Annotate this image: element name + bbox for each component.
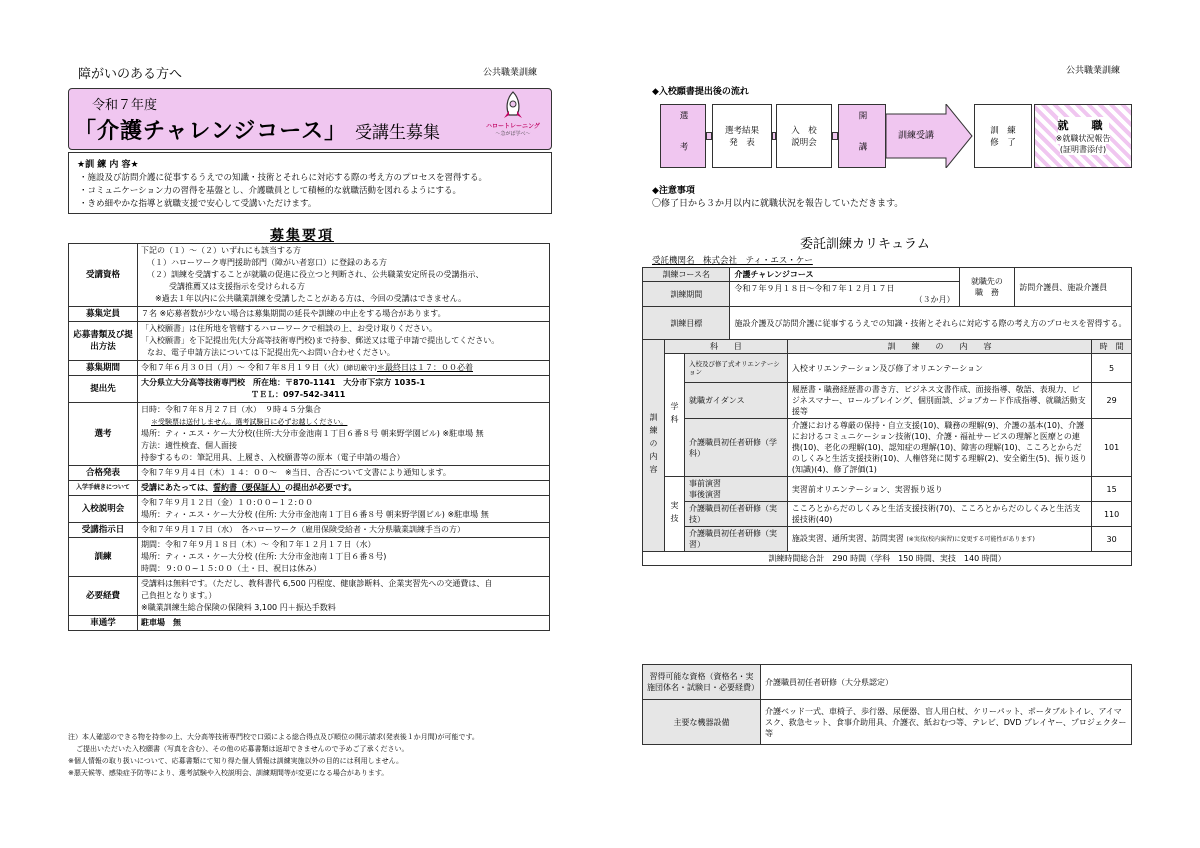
text-line: 受講推薦又は支援指示を受けられる方 bbox=[169, 282, 305, 291]
content: 介護における尊厳の保持・自立支援(10)、職務の理解(9)、介護の基本(10)、介護におけるコミュニケーション技術(10)、介護・福祉サービスの理解と医療との連携(10)、老化の理解(10)、認知症の理解(10)、障害の理解(10)、こころとからだのしくみと生活支援技術(10)、人権啓発に関する理解(2)、安全衛生(5)、振り返り(知識)(4)、修了評価(1) bbox=[787, 419, 1091, 477]
text-line: 受講にあたっては、 bbox=[141, 483, 213, 492]
flow-step-orientation: 入 校 説明会 bbox=[776, 104, 832, 168]
subject: 介護職員初任者研修（学科） bbox=[684, 419, 787, 477]
row-value bbox=[138, 577, 550, 616]
row-value bbox=[138, 538, 550, 577]
table-row bbox=[643, 307, 1132, 340]
row-label: 提出先 bbox=[69, 376, 138, 403]
text-line: ※過去１年以内に公共職業訓練を受講したことがある方は、今回の受講はできません。 bbox=[155, 294, 467, 303]
text-line: (締切厳守) bbox=[343, 364, 378, 372]
text-line: 令和７年９月１８日～令和７年１２月１７日 bbox=[734, 284, 895, 293]
row-label: 受講資格 bbox=[69, 244, 138, 307]
row-value bbox=[138, 403, 550, 466]
content bbox=[787, 527, 1091, 552]
row-value bbox=[138, 361, 550, 376]
logo-subtext: ～急がば学べ～ bbox=[495, 131, 531, 137]
subject: 介護職員初任者研修（実技） bbox=[684, 502, 787, 527]
text-line: 場所：ティ・エス・ケー大分校(住所:大分市金池南１丁目６番８号 朝来野学園ビル) ※駐車場 無 bbox=[141, 429, 484, 438]
text-line: 大分県立大分高等技術専門校 所在地：〒870-1141 大分市下宗方 1035-1 bbox=[141, 378, 426, 387]
flow-step-training-label: 訓練受講 bbox=[898, 131, 935, 141]
employment-report: ※就職状況報告 bbox=[1055, 134, 1111, 143]
qual-label: 習得可能な資格（資格名・実施団体名・試験日・必要経費） bbox=[643, 665, 761, 700]
period-label: 訓練期間 bbox=[643, 282, 730, 307]
text-line: の提出が必要です。 bbox=[285, 483, 357, 492]
curriculum-table bbox=[642, 267, 1132, 566]
table-row bbox=[643, 268, 1132, 282]
table-row bbox=[643, 665, 1132, 700]
course-name: 介護チャレンジコース bbox=[730, 268, 959, 282]
table-row bbox=[69, 244, 550, 307]
qualification-table bbox=[642, 664, 1132, 745]
text-line: 施設実習、通所実習、訪問実習 bbox=[791, 534, 904, 543]
content-line: ・きめ細やかな指導と就職支援で安心して受講いただけます。 bbox=[79, 199, 317, 209]
footnotes bbox=[68, 731, 550, 779]
title-year: 令和７年度 bbox=[92, 98, 158, 113]
row-value bbox=[138, 496, 550, 523]
goal-value: 施設介護及び訪問介護に従事するうえでの知識・技術とそれらに対応する際の考え方のプロセスを習得する。 bbox=[730, 307, 1132, 340]
practical-label: 実技 bbox=[664, 477, 684, 552]
hours: 101 bbox=[1092, 419, 1132, 477]
table-row bbox=[69, 616, 550, 631]
footnote: ご提出いただいた入校願書（写真を含む）、その他の応募書類は返却できませんので予めご了承ください。 bbox=[76, 745, 409, 753]
row-label: 受講指示日 bbox=[69, 523, 138, 538]
text-line: ※職業訓練生総合保険の保険料 3,100 円＋振込手数料 bbox=[141, 603, 336, 612]
content: 入校オリエンテーション及び修了オリエンテーション bbox=[787, 354, 1091, 383]
text-line: 方法：適性検査、個人面接 bbox=[141, 441, 237, 450]
table-row bbox=[643, 419, 1132, 477]
table-row bbox=[643, 502, 1132, 527]
table-row bbox=[643, 527, 1132, 552]
logo-text: ハロートレーニング bbox=[486, 123, 540, 130]
row-label: 応募書類及び提出方法 bbox=[69, 322, 138, 361]
text-line: ７名 bbox=[141, 309, 160, 318]
total-hours: 訓練時間総合計 290 時間（学科 150 時間、実技 140 時間） bbox=[643, 552, 1132, 566]
course-title: 「介護チャレンジコース」 bbox=[74, 119, 348, 144]
curriculum-title: 委託訓練カリキュラム bbox=[800, 237, 930, 252]
flow-step-employment bbox=[1034, 104, 1132, 168]
row-value: 令和７年９月４日（木）１４：００～ ※当日、合否について文書により通知します。 bbox=[138, 466, 550, 481]
footnote: 注）本人確認のできる物を持参の上、大分高等技術専門校で口頭による総合得点及び順位の開示請求(発表後１か月間)が可能です。 bbox=[68, 733, 479, 741]
row-value bbox=[138, 481, 550, 496]
flow-step-completion: 訓 練 修 了 bbox=[974, 104, 1032, 168]
row-label: 合格発表 bbox=[69, 466, 138, 481]
requirements-table bbox=[68, 243, 550, 631]
row-label: 車通学 bbox=[69, 616, 138, 631]
content-heading: ★訓 練 内 容★ bbox=[77, 160, 139, 170]
text-line: 時間：９:００~１５:００（土・日、祝日は休み） bbox=[141, 564, 322, 573]
notice-text: 〇修了日から３か月以内に就職状況を報告していただきます。 bbox=[652, 199, 904, 209]
academic-label: 学科 bbox=[664, 354, 684, 477]
hours: 30 bbox=[1092, 527, 1132, 552]
section-title: 募集要項 bbox=[270, 228, 334, 244]
table-row bbox=[69, 577, 550, 616]
training-content-box bbox=[68, 152, 552, 214]
content: 履歴書・職務経歴書の書き方、ビジネス文書作成、面接指導、敬語、表現力、ビジネスマナー、ロールプレイング、個別面談、ジョブカード作成指導、就職活動支援等 bbox=[787, 383, 1091, 419]
row-value bbox=[138, 307, 550, 322]
text-line: 日時：令和７年８月２７日（水） ９時４５分集合 bbox=[141, 405, 321, 414]
flow-step-selection: 選 考 bbox=[660, 104, 706, 168]
text-line: （３か月） bbox=[914, 295, 955, 304]
contractor-name: 受託機関名 株式会社 ティ・エス・ケー bbox=[652, 256, 813, 266]
row-label: 選考 bbox=[69, 403, 138, 466]
audience-heading: 障がいのある方へ bbox=[78, 67, 183, 82]
rocket-icon bbox=[500, 91, 526, 121]
table-row bbox=[69, 376, 550, 403]
col-content: 訓 練 の 内 容 bbox=[787, 340, 1091, 354]
flow-step-result: 選考結果 発 表 bbox=[712, 104, 772, 168]
table-row bbox=[643, 477, 1132, 502]
table-row bbox=[69, 538, 550, 577]
table-row bbox=[643, 700, 1132, 745]
table-row bbox=[69, 361, 550, 376]
table-row bbox=[643, 340, 1132, 354]
text-line: ＊受験票は送付しません。選考試験日に必ずお越しください。 bbox=[151, 418, 348, 426]
table-row bbox=[643, 552, 1132, 566]
flow-step-start: 開 講 bbox=[838, 104, 886, 168]
hours: 15 bbox=[1092, 477, 1132, 502]
text-line: （１）ハローワーク専門援助部門（障がい者窓口）に登録のある方 bbox=[147, 258, 387, 267]
side-label: 訓練の内容 bbox=[643, 340, 665, 552]
qual-value: 介護職員初任者研修（大分県認定） bbox=[761, 665, 1132, 700]
text-line: なお、電子申請方法については下記提出先へお問い合わせください。 bbox=[147, 348, 395, 357]
text-line: ※応募者数が少ない場合は募集期間の延長や訓練の中止をする場合があります。 bbox=[159, 309, 446, 318]
text-line: (※実技(校内演習)に変更する可能性があります) bbox=[906, 536, 1035, 543]
text-line: 期間：令和７年９月１８日（木）～ 令和７年１２月１７日（水） bbox=[141, 540, 376, 549]
table-row bbox=[69, 307, 550, 322]
text-line: 場所：ティ・エス・ケー大分校 (住所: 大分市金池南１丁目６番８号 朝来野学園ビル) ※駐車場 無 bbox=[141, 510, 489, 519]
period-value bbox=[730, 282, 959, 307]
subject: 就職ガイダンス bbox=[684, 383, 787, 419]
hours: 5 bbox=[1092, 354, 1132, 383]
text-line: （２）訓練を受講することが就職の促進に役立つと判断され、公共職業安定所長の受講指示、 bbox=[147, 270, 484, 279]
recruit-title: 受講生募集 bbox=[355, 123, 440, 143]
deadline-note: ＊最終日は１７：００必着 bbox=[377, 363, 474, 372]
hours: 29 bbox=[1092, 383, 1132, 419]
footnote: ※悪天候等、感染症予防等により、選考試験や入校説明会、訓練期間等が変更になる場合があります。 bbox=[68, 769, 389, 777]
content-line: ・施設及び訪問介護に従事するうえでの知識・技術とそれらに対応する際の考え方のプロセスを習得する。 bbox=[79, 173, 488, 183]
row-label: 必要経費 bbox=[69, 577, 138, 616]
table-row bbox=[69, 496, 550, 523]
job-label: 就職先の 職 務 bbox=[959, 268, 1015, 307]
equip-value: 介護ベッド一式、車椅子、歩行器、尿便器、盲人用白杖、ケリーパット、ポータブルトイレ、アイマスク、救急セット、食事介助用具、介護衣、紙おむつ等、テレビ、DVD プレイヤー、プロジェクター等 bbox=[761, 700, 1132, 745]
row-label: 訓練 bbox=[69, 538, 138, 577]
table-row bbox=[69, 523, 550, 538]
goal-label: 訓練目標 bbox=[643, 307, 730, 340]
row-label: 募集定員 bbox=[69, 307, 138, 322]
job-value: 訪問介護員、施設介護員 bbox=[1015, 268, 1132, 307]
table-row bbox=[69, 403, 550, 466]
row-label: 入校説明会 bbox=[69, 496, 138, 523]
row-value: 駐車場 無 bbox=[138, 616, 550, 631]
text-line: 令和７年６月３０日（月）～ 令和７年８月１９日（火） bbox=[141, 363, 344, 372]
text-line: 己負担となります。） bbox=[141, 591, 217, 600]
table-row bbox=[69, 322, 550, 361]
flow-heading: ◆入校願書提出後の流れ bbox=[652, 87, 749, 97]
text-line: 持参するもの：筆記用具、上履き、入校願書等の原本（電子申請の場合） bbox=[141, 453, 405, 462]
employment-certificate: (証明書添付) bbox=[1059, 145, 1107, 154]
subject: 入校及び修了式オリエンテーション bbox=[684, 354, 787, 383]
text-line: 場所：ティ・エス・ケー大分校 (住所: 大分市金池南１丁目６番８号) bbox=[141, 552, 387, 561]
row-label: 募集期間 bbox=[69, 361, 138, 376]
subject: 事前演習 事後演習 bbox=[684, 477, 787, 502]
notice-heading: ◆注意事項 bbox=[652, 186, 695, 196]
row-value bbox=[138, 322, 550, 361]
public-training-tag-right: 公共職業訓練 bbox=[1066, 66, 1121, 76]
hello-training-logo bbox=[482, 91, 544, 145]
table-row bbox=[643, 383, 1132, 419]
table-row bbox=[69, 466, 550, 481]
subject: 介護職員初任者研修（実習） bbox=[684, 527, 787, 552]
col-hours: 時 間 bbox=[1092, 340, 1132, 354]
employment-label: 就 職 bbox=[1057, 119, 1109, 132]
text-line: 令和７年９月１２日（金）１０:００~１２:００ bbox=[141, 498, 314, 507]
text-line: 「入校願書」は住所地を管轄するハローワークで相談の上、お受け取りください。 bbox=[141, 324, 437, 333]
content-line: ・コミュニケーション力の習得を基盤とし、介護職員として積極的な就職活動を図れるようにする。 bbox=[79, 186, 461, 196]
content: 実習前オリエンテーション、実習振り返り bbox=[787, 477, 1091, 502]
text-line: ＴＥＬ：097-542-3411 bbox=[251, 390, 346, 399]
text-line: 下記の（１）～（２）いずれにも該当する方 bbox=[141, 246, 301, 255]
row-value bbox=[138, 244, 550, 307]
hours: 110 bbox=[1092, 502, 1132, 527]
row-label: 入学手続きについて bbox=[69, 481, 138, 496]
text-line: 誓約書（要保証人） bbox=[213, 483, 285, 492]
table-row bbox=[69, 481, 550, 496]
table-row bbox=[643, 354, 1132, 383]
content: こころとからだのしくみと生活支援技術(70)、こころとからだのしくみと生活支援技術(40) bbox=[787, 502, 1091, 527]
text-line: 「入校願書」を下記提出先(大分高等技術専門校)まで持参、郵送又は電子申請で提出してください。 bbox=[141, 336, 500, 345]
public-training-tag: 公共職業訓練 bbox=[483, 68, 538, 78]
course-label: 訓練コース名 bbox=[643, 268, 730, 282]
equip-label: 主要な機器設備 bbox=[643, 700, 761, 745]
row-value bbox=[138, 376, 550, 403]
text-line: 受講料は無料です。（ただし、教科書代 6,500 円程度、健康診断料、企業実習先への交通費は、自 bbox=[141, 579, 493, 588]
footnote: ※個人情報の取り扱いについて、応募書類にて知り得た個人情報は訓練実施以外の目的には利用しません。 bbox=[68, 757, 404, 765]
row-value: 令和７年９月１７日（水） 各ハローワーク（雇用保険受給者・大分県職業訓練手当の方） bbox=[138, 523, 550, 538]
col-subject: 科 目 bbox=[664, 340, 787, 354]
